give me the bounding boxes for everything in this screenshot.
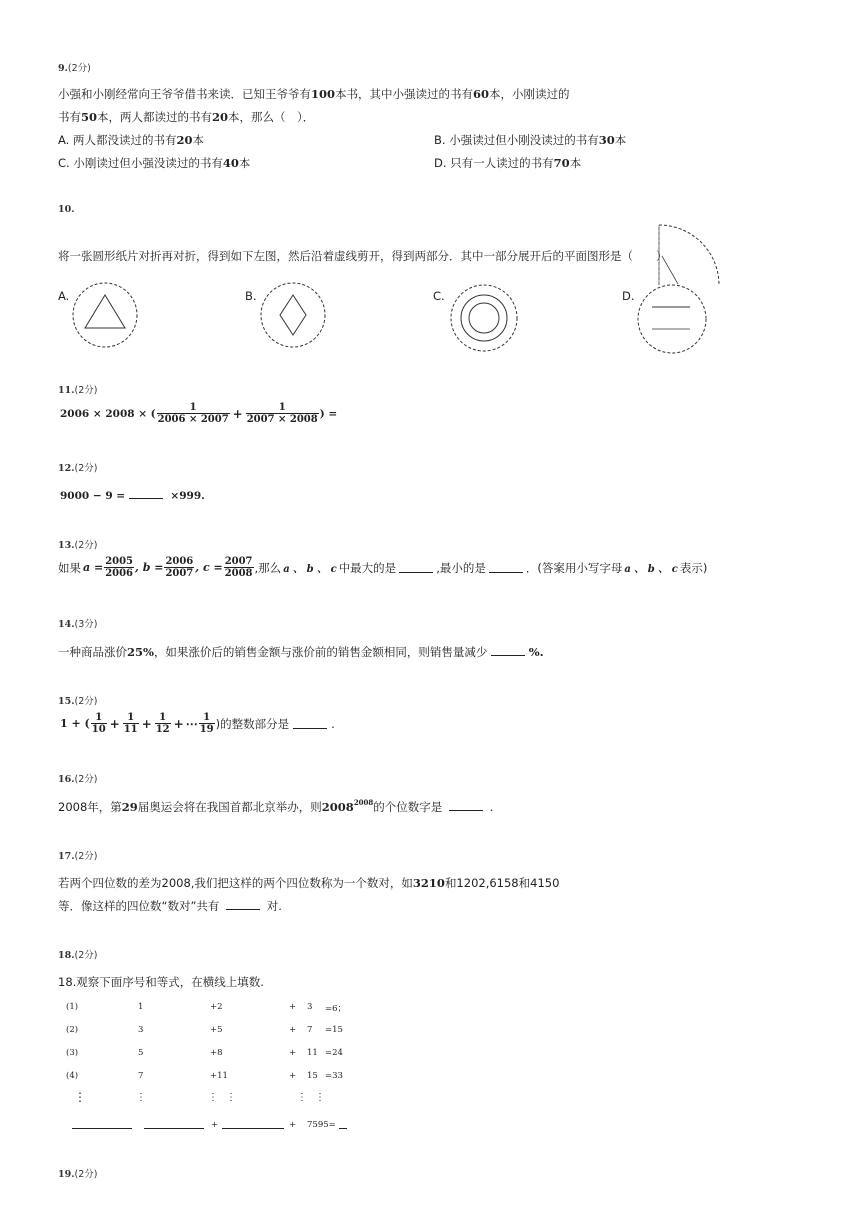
q10-label-c[interactable]: C.: [433, 289, 445, 303]
q9-option-a[interactable]: A. 两人都没读过的书有20本: [58, 133, 204, 147]
q18-row-3-term3: 11: [307, 1048, 318, 1058]
q11-header: 11.(2分): [58, 385, 98, 396]
q18-blank-result[interactable]: [339, 1118, 347, 1129]
q13-fraction-a: $\frac{2005}{2006}$: [105, 556, 134, 579]
q18-row-1-result: =6；: [325, 1004, 347, 1014]
q18-dots-col3a: ⋮: [208, 1092, 218, 1103]
q17-stem-line2: 等．像这样的四位数“数对”共有 对.: [58, 899, 282, 913]
q10-label-a[interactable]: A.: [58, 289, 70, 303]
q14-stem: 一种商品涨价25%，如果涨价后的销售金额与涨价前的销售金额相同，则销售量减少 %.: [58, 645, 544, 659]
q10-option-b-figure[interactable]: [259, 281, 327, 349]
q17-header: 17.(2分): [58, 851, 98, 862]
q15-answer-blank[interactable]: [293, 718, 327, 729]
q18-row-4-index: (4): [66, 1071, 79, 1081]
q18-row-2-term3: 7: [307, 1025, 313, 1035]
q9-header: 9.(2分): [58, 63, 91, 74]
q17-answer-blank[interactable]: [226, 899, 260, 910]
q10-label-b[interactable]: B.: [245, 289, 257, 303]
q18-row-2-plus: +: [289, 1025, 297, 1035]
q15-header: 15.(2分): [58, 696, 98, 707]
q16-answer-blank[interactable]: [449, 800, 483, 811]
q15-expression: 1 + ( $\frac{1}{10}$ + $\frac{1}{11}$ + $\frac{1}{12}$ + ⋯ $\frac{1}{19}$ )的整数部分是 .: [60, 712, 335, 735]
q18-row-1-index: (1): [66, 1002, 79, 1012]
q18-blank-term2[interactable]: [222, 1118, 284, 1129]
q10-option-a-figure[interactable]: [71, 281, 139, 349]
q13-answer-blank-max[interactable]: [399, 562, 433, 573]
q19-header: 19.(2分): [58, 1169, 98, 1180]
q18-row-2-term1: 3: [138, 1025, 144, 1035]
q13-stem: 如果 a = $\frac{2005}{2006}$ , b = $\frac{2006}{2007}$ , c = $\frac{2007}{2008}$ ,那么 a 、 b 、 c 中最大的是 ,最小的是 ．(答案用小写字母 a 、 b 、 c 表示): [58, 556, 708, 579]
q9-stem-line1: 小强和小刚经常向王爷爷借书来读．已知王爷爷有100本书，其中小强读过的书有60本，小刚读过的: [58, 87, 570, 101]
q18-row-3-term1: 5: [138, 1048, 144, 1058]
q10-option-d-figure[interactable]: [636, 283, 708, 355]
q17-stem-line1: 若两个四位数的差为2008,我们把这样的两个四位数称为一个数对，如3210和1202,6158和4150: [58, 876, 560, 890]
q15-fraction-1-19: $\frac{1}{19}$: [199, 712, 214, 735]
q18-row-4-term1: 7: [138, 1071, 144, 1081]
q18-blank-term1[interactable]: [144, 1118, 204, 1129]
folded-paper-figure: [656, 222, 722, 288]
q18-row-1-term1: 1: [138, 1002, 144, 1012]
q11-fraction-2: $\frac{1}{2007 \times 2008}$: [246, 402, 318, 425]
q18-row-3-index: (3): [66, 1048, 79, 1058]
q18-blank-index[interactable]: [72, 1118, 132, 1129]
q18-row-3-result: =24: [325, 1048, 343, 1058]
q18-dots-col2: ⋮: [136, 1092, 146, 1103]
q18-dots-col4a: ⋮: [297, 1092, 307, 1103]
q9-option-d[interactable]: D. 只有一人读过的书有70本: [434, 156, 582, 170]
q18-row-3-plus: +: [289, 1048, 297, 1058]
q18-row-4-plus: +: [289, 1071, 297, 1081]
q11-expression: 2006 × 2008 × ( $\frac{1}{2006 \times 2007}$ + $\frac{1}{2007 \times 2008}$ ) =: [60, 402, 338, 425]
q18-stem: 18.观察下面序号和等式，在横线上填数.: [58, 975, 264, 989]
q18-row-4-term3: 15: [307, 1071, 318, 1081]
q10-option-c-figure[interactable]: [449, 283, 519, 353]
q12-answer-blank[interactable]: [129, 488, 163, 499]
q18-row-1-term2: +2: [210, 1002, 223, 1012]
q15-fraction-1-10: $\frac{1}{10}$: [91, 712, 106, 735]
q9-option-c[interactable]: C. 小刚读过但小强没读过的书有40本: [58, 156, 251, 170]
q13-header: 13.(2分): [58, 540, 98, 551]
q10-header: 10.: [58, 204, 75, 215]
q18-header: 18.(2分): [58, 950, 98, 961]
q10-stem: 将一张圆形纸片对折再对折，得到如下左图，然后沿着虚线剪开，得到两部分．其中一部分展开后的平面图形是（ ）: [58, 249, 668, 263]
q18-dots-col3b: ⋮: [226, 1092, 236, 1103]
q12-header: 12.(2分): [58, 463, 98, 474]
q18-row-4-term2: +11: [210, 1071, 228, 1081]
q18-row-2-result: =15: [325, 1025, 343, 1035]
q13-answer-blank-min[interactable]: [489, 562, 523, 573]
q10-label-d[interactable]: D.: [622, 289, 635, 303]
q18-last-value: 7595=: [307, 1120, 336, 1130]
q9-stem-line2: 书有50本，两人都读过的书有20本，那么（ ）．: [58, 110, 315, 124]
q14-answer-blank[interactable]: [491, 645, 525, 656]
q18-last-plus-2: +: [289, 1120, 297, 1130]
q18-last-plus-1: +: [211, 1120, 219, 1130]
q18-row-1-term3: 3: [307, 1002, 313, 1012]
q13-fraction-c: $\frac{2007}{2008}$: [224, 556, 253, 579]
q14-header: 14.(3分): [58, 619, 98, 630]
q15-fraction-1-12: $\frac{1}{12}$: [155, 712, 170, 735]
q11-fraction-1: $\frac{1}{2006 \times 2007}$: [157, 402, 229, 425]
q12-expression: 9000 − 9 = ×999.: [60, 490, 205, 502]
q18-row-1-plus: +: [289, 1002, 297, 1012]
q18-row-2-index: (2): [66, 1025, 79, 1035]
q16-stem: 2008年，第29届奥运会将在我国首都北京举办，则$2008^{2008}$的个位数字是 .: [58, 798, 494, 814]
q16-header: 16.(2分): [58, 774, 98, 785]
q18-dots-col4b: ⋮: [315, 1092, 325, 1103]
q13-fraction-b: $\frac{2006}{2007}$: [165, 556, 194, 579]
q15-fraction-1-11: $\frac{1}{11}$: [123, 712, 138, 735]
q18-dots-col1: ⋮: [74, 1090, 86, 1104]
q18-row-3-term2: +8: [210, 1048, 223, 1058]
q18-row-2-term2: +5: [210, 1025, 223, 1035]
q9-option-b[interactable]: B. 小强读过但小刚没读过的书有30本: [434, 133, 627, 147]
q18-row-4-result: =33: [325, 1071, 343, 1081]
